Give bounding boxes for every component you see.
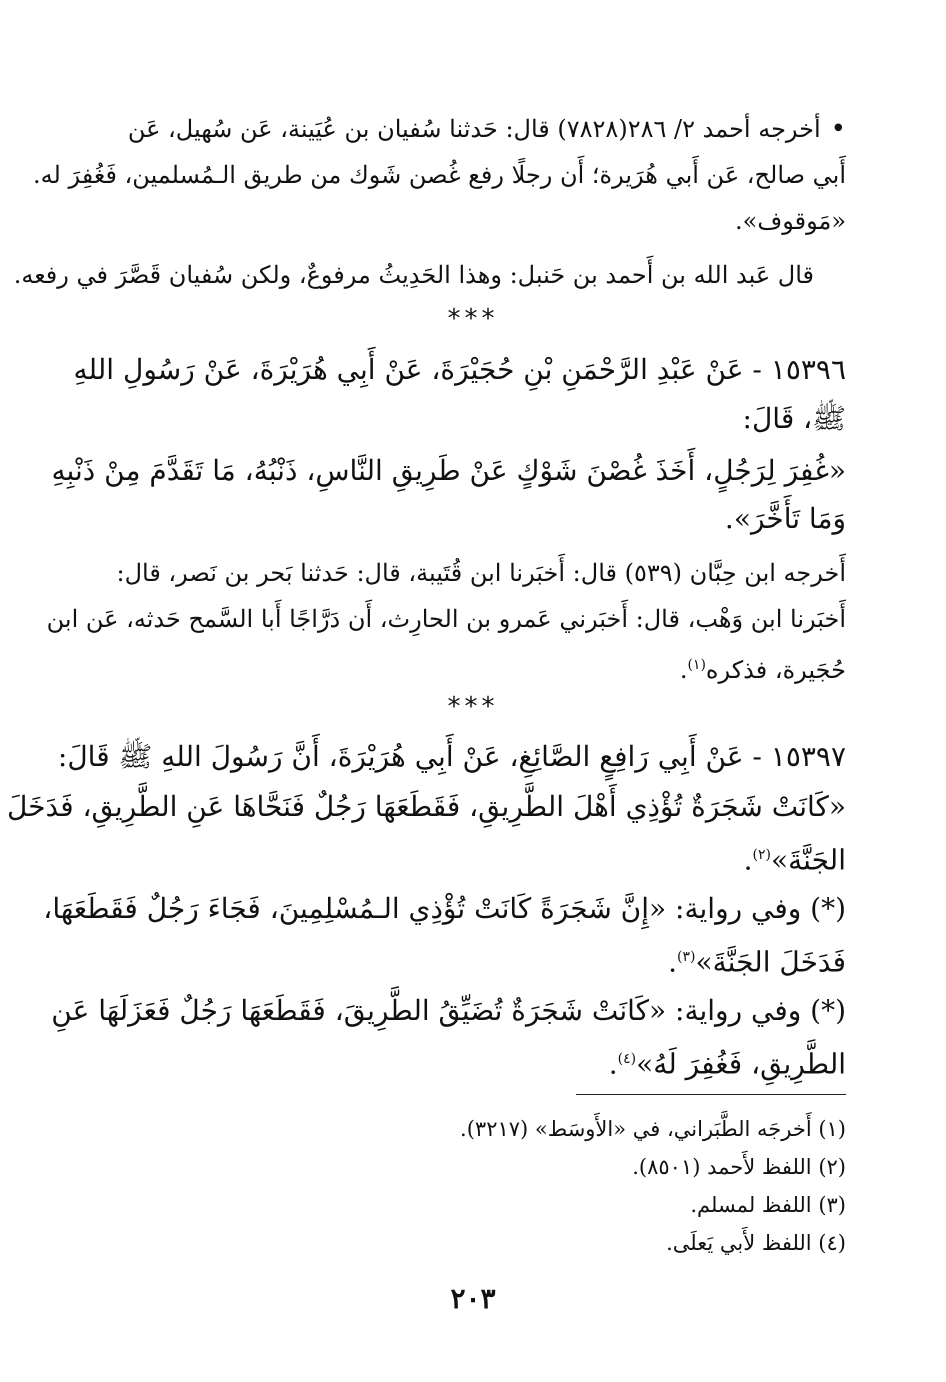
hadith-15396-text: «غُفِرَ لِرَجُلٍ، أَخَذَ غُصْنَ شَوْكٍ عَنْ طَرِيقِ النَّاسِ، ذَنْبُهُ، مَا تَقَدَّمَ مِنْ ذَنْبِهِ xyxy=(51,454,846,487)
hadith-15396-text: وَمَا تَأَخَّرَ». xyxy=(724,502,846,535)
takhrij-line xyxy=(108,108,846,151)
section-separator: *** xyxy=(447,304,499,334)
hadith-15397-heading: ١٥٣٩٧ - عَنْ أَبِي رَافِعٍ الصَّائِغِ، عَنْ أَبِي هُرَيْرَةَ، أَنَّ رَسُولَ اللهِ ﷺ قَالَ: xyxy=(57,740,846,773)
takhrij-line: أَخبَرنا ابن وَهْب، قال: أَخبَرني عَمرو بن الحارِث، أَن دَرَّاجًا أَبا السَّمح حَدثه، عَن ابن xyxy=(46,605,846,633)
hadith-15396-heading: ﷺ، قَالَ: xyxy=(742,402,846,435)
punct: . xyxy=(679,656,688,684)
commentary-line: قال عَبد الله بن أَحمد بن حَنبل: وهذا الحَدِيثُ مرفوعٌ، ولكن سُفيان قَصَّرَ في رفعه. xyxy=(13,261,814,289)
riwaya-line xyxy=(108,932,846,987)
hadith-15396-heading: ١٥٣٩٦ - عَنْ عَبْدِ الرَّحْمَنِ بْنِ حُجَيْرَةَ، عَنْ أَبِي هُرَيْرَةَ، عَنْ رَسُولِ اللهِ xyxy=(73,353,846,386)
footnote-ref: (١) xyxy=(687,657,706,673)
punct: . xyxy=(668,945,678,979)
takhrij-text: حُجَيرة، فذكره xyxy=(705,656,846,684)
punct: . xyxy=(608,1047,618,1081)
takhrij-line: أَبي صالح، عَن أَبي هُرَيرة؛ أَن رجلًا رفع غُصن شَوك من طريق الـمُسلمين، فَغُفِرَ له. xyxy=(33,161,846,189)
hadith-15397-text xyxy=(108,830,846,885)
footnote-divider xyxy=(576,1094,846,1095)
riwaya-line: (*) وفي رواية: «إِنَّ شَجَرَةً كَانَتْ تُؤْذِي الـمُسْلِمِينَ، فَجَاءَ رَجُلٌ فَقَطَعَهَا، xyxy=(43,892,846,925)
riwaya-text: فَدَخَلَ الجَنَّةَ» xyxy=(695,945,846,979)
footnote-ref: (٢) xyxy=(752,847,772,863)
footnote-2: (٢) اللفظ لأَحمد (٨٥٠١). xyxy=(632,1155,846,1179)
takhrij-line xyxy=(108,644,846,692)
page-number: ٢٠٣ xyxy=(450,1282,496,1315)
punct: . xyxy=(743,843,753,877)
section-separator: *** xyxy=(447,692,499,722)
footnote-ref: (٣) xyxy=(677,949,696,965)
footnote-4: (٤) اللفظ لأَبي يَعلَى. xyxy=(666,1231,846,1255)
riwaya-line xyxy=(108,1034,846,1089)
riwaya-text: الطَّرِيقِ، فَغُفِرَ لَهُ» xyxy=(636,1047,846,1081)
takhrij-text: أخرجه أحمد ٢/ ٢٨٦(٧٨٢٨) قال: حَدثنا سُفيان بن عُيَينة، عَن سُهيل، عَن xyxy=(127,115,821,143)
footnote-3: (٣) اللفظ لمسلم. xyxy=(690,1193,846,1217)
footnote-1: (١) أَخرجَه الطَّبَراني، في «الأَوسَط» (٣٢١٧). xyxy=(460,1117,846,1141)
footnote-ref: (٤) xyxy=(617,1051,637,1067)
takhrij-line: «مَوقوف». xyxy=(735,207,846,235)
riwaya-line: (*) وفي رواية: «كَانَتْ شَجَرَةٌ تُضَيِّقُ الطَّرِيقَ، فَقَطَعَهَا رَجُلٌ فَعَزَلَهَا عَنِ xyxy=(51,994,846,1027)
bullet-icon: • xyxy=(830,114,846,144)
hadith-text: الجَنَّةَ» xyxy=(771,843,846,877)
takhrij-line: أَخرجه ابن حِبَّان (٥٣٩) قال: أَخبَرنا ابن قُتَيبة، قال: حَدثنا بَحر بن نَصر، قال: xyxy=(116,559,846,587)
hadith-15397-text: «كَانَتْ شَجَرَةٌ تُؤْذِي أَهْلَ الطَّرِيقِ، فَقَطَعَهَا رَجُلٌ فَنَحَّاهَا عَنِ الطَّرِيقِ، فَدَخَلَ xyxy=(6,790,846,823)
